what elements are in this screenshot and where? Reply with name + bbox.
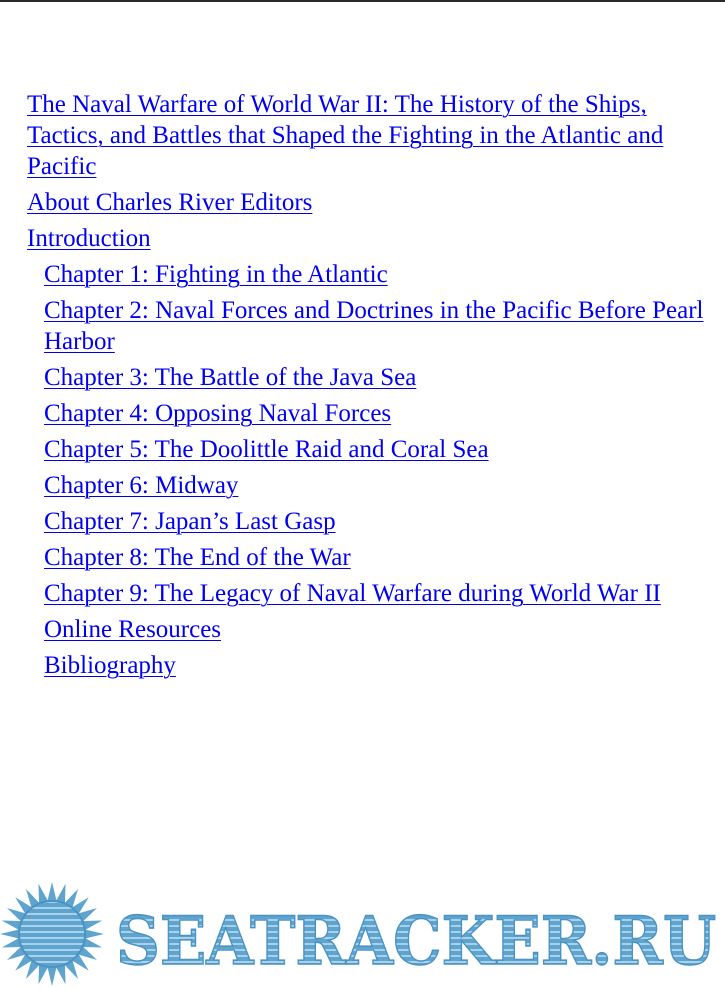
toc-link-bibliography[interactable]: Bibliography bbox=[44, 652, 176, 679]
watermark-text: SEATRACKER.RU bbox=[116, 902, 716, 980]
toc-link-chapter-9[interactable]: Chapter 9: The Legacy of Naval Warfare during World War II bbox=[44, 580, 661, 607]
toc-link-chapter-1[interactable]: Chapter 1: Fighting in the Atlantic bbox=[44, 261, 388, 288]
sun-icon bbox=[0, 882, 104, 986]
toc-link-chapter-6[interactable]: Chapter 6: Midway bbox=[44, 472, 239, 499]
toc-link-chapter-5[interactable]: Chapter 5: The Doolittle Raid and Coral Sea bbox=[44, 436, 489, 463]
table-of-contents bbox=[27, 89, 707, 686]
top-divider bbox=[0, 0, 725, 2]
toc-link-chapter-3[interactable]: Chapter 3: The Battle of the Java Sea bbox=[44, 364, 417, 391]
toc-link-about[interactable]: About Charles River Editors bbox=[27, 189, 313, 216]
toc-link-book-title[interactable]: The Naval Warfare of World War II: The History of the Ships, Tactics, and Battles that Shaped the Fighting in the Atlantic and Pacific bbox=[27, 91, 664, 180]
toc-link-chapter-8[interactable]: Chapter 8: The End of the War bbox=[44, 544, 351, 571]
toc-link-chapter-4[interactable]: Chapter 4: Opposing Naval Forces bbox=[44, 400, 392, 427]
watermark-logo bbox=[0, 880, 725, 988]
toc-link-chapter-7[interactable]: Chapter 7: Japan’s Last Gasp bbox=[44, 508, 336, 535]
toc-link-introduction[interactable]: Introduction bbox=[27, 225, 151, 252]
toc-link-online-resources[interactable]: Online Resources bbox=[44, 616, 222, 643]
toc-link-chapter-2[interactable]: Chapter 2: Naval Forces and Doctrines in the Pacific Before Pearl Harbor bbox=[44, 297, 704, 355]
